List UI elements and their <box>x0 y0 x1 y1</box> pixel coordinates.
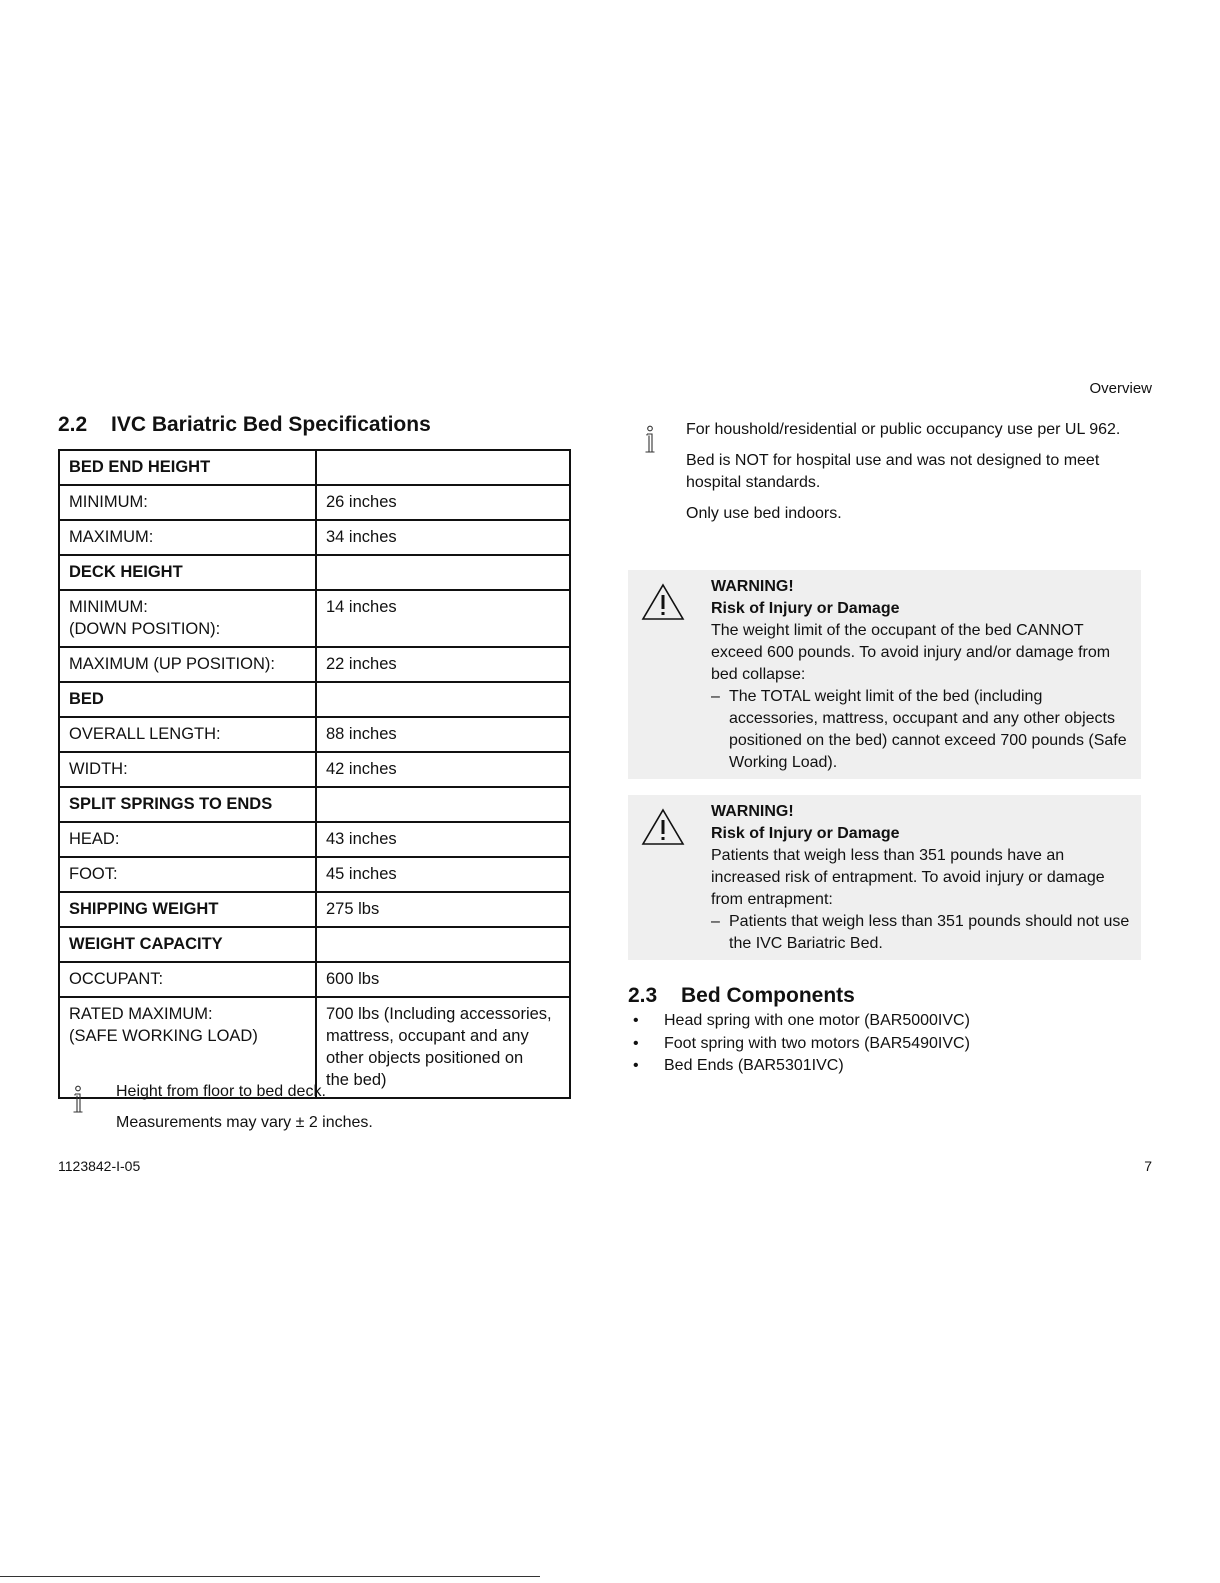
table-row <box>59 717 570 752</box>
warning-dash-item <box>711 911 1131 955</box>
section-number: 2.2 <box>58 413 88 436</box>
spec-value-cell: 600 lbs <box>316 962 570 997</box>
warning-title: WARNING! <box>711 578 794 595</box>
table-row <box>59 520 570 555</box>
spec-value-cell: 275 lbs <box>316 892 570 927</box>
table-row <box>59 927 570 962</box>
dash-marker: – <box>711 913 720 930</box>
list-item-text: Head spring with one motor (BAR5000IVC) <box>664 1012 970 1029</box>
spec-value-cell: 26 inches <box>316 485 570 520</box>
bullet: • <box>633 1012 639 1029</box>
info-note: For houshold/residential or public occupancy use per UL 962. <box>686 421 1121 438</box>
spec-label-cell: MINIMUM: (DOWN POSITION): <box>59 590 316 647</box>
warning-body: Patients that weigh less than 351 pounds have an increased risk of entrapment. To avoid injury or damage from entrapment: <box>711 847 1105 908</box>
spec-value-cell: 22 inches <box>316 647 570 682</box>
spec-label-cell: OCCUPANT: <box>59 962 316 997</box>
table-row <box>59 555 570 590</box>
spec-value-cell: 88 inches <box>316 717 570 752</box>
table-row <box>59 590 570 647</box>
spec-label-cell: SHIPPING WEIGHT <box>59 892 316 927</box>
spec-label-cell: BED <box>59 682 316 717</box>
table-row <box>59 647 570 682</box>
table-row <box>59 450 570 485</box>
list-item <box>628 1055 970 1078</box>
spec-note: Height from floor to bed deck. <box>116 1083 326 1100</box>
spec-label-cell: RATED MAXIMUM: (SAFE WORKING LOAD) <box>59 997 316 1098</box>
spec-label-cell: MAXIMUM (UP POSITION): <box>59 647 316 682</box>
warning-body: The weight limit of the occupant of the bed CANNOT exceed 600 pounds. To avoid injury and/or damage from bed collapse: <box>711 622 1111 683</box>
warning-dash-item <box>711 686 1131 774</box>
document-number: 1123842-I-05 <box>58 1158 141 1174</box>
info-note: Bed is NOT for hospital use and was not designed to meet hospital standards. <box>686 452 1100 491</box>
spec-value-cell: 34 inches <box>316 520 570 555</box>
list-item <box>628 1010 970 1033</box>
warning-dash-text: The TOTAL weight limit of the bed (including accessories, mattress, occupant and any other objects positioned on the bed) cannot exceed 700 pounds (Safe Working Load). <box>729 688 1127 771</box>
table-row <box>59 962 570 997</box>
warning-title: WARNING! <box>711 803 794 820</box>
warning-box <box>628 795 1141 960</box>
spec-value-cell <box>316 450 570 485</box>
list-item <box>628 1033 970 1056</box>
warning-box <box>628 570 1141 779</box>
spec-value-cell <box>316 682 570 717</box>
bottom-divider <box>0 1576 540 1577</box>
warning-dash-text: Patients that weigh less than 351 pounds should not use the IVC Bariatric Bed. <box>729 913 1130 952</box>
spec-label-cell: MAXIMUM: <box>59 520 316 555</box>
warning-subtitle: Risk of Injury or Damage <box>711 600 900 617</box>
spec-label-cell: BED END HEIGHT <box>59 450 316 485</box>
spec-note: Measurements may vary ± 2 inches. <box>116 1114 373 1131</box>
spec-label-cell: DECK HEIGHT <box>59 555 316 590</box>
spec-value-cell: 700 lbs (Including accessories, mattress, occupant and any other objects positioned on the bed) <box>316 997 570 1098</box>
info-icon <box>70 1085 86 1120</box>
spec-value-cell <box>316 787 570 822</box>
components-list <box>628 1010 970 1078</box>
list-item-text: Foot spring with two motors (BAR5490IVC) <box>664 1034 970 1052</box>
spec-label-cell: MINIMUM: <box>59 485 316 520</box>
spec-notes <box>116 1081 556 1143</box>
info-notes <box>686 419 1136 534</box>
spec-label-cell: WIDTH: <box>59 752 316 787</box>
running-header: Overview <box>1089 380 1152 397</box>
table-row <box>59 752 570 787</box>
spec-label-cell: SPLIT SPRINGS TO ENDS <box>59 787 316 822</box>
list-item-text: Bed Ends (BAR5301IVC) <box>664 1057 844 1074</box>
spec-value-cell <box>316 927 570 962</box>
spec-table <box>58 449 571 1099</box>
spec-value-cell: 14 inches <box>316 590 570 647</box>
spec-label-cell: WEIGHT CAPACITY <box>59 927 316 962</box>
section-title: Bed Components <box>681 984 855 1007</box>
warning-subtitle: Risk of Injury or Damage <box>711 825 900 842</box>
page-number: 7 <box>1144 1158 1152 1174</box>
warning-triangle-icon <box>641 807 685 847</box>
section-title: IVC Bariatric Bed Specifications <box>111 413 431 436</box>
info-icon <box>642 425 658 460</box>
spec-section-heading <box>58 413 431 437</box>
table-row <box>59 682 570 717</box>
info-note: Only use bed indoors. <box>686 505 842 522</box>
spec-value-cell: 43 inches <box>316 822 570 857</box>
spec-value-cell: 45 inches <box>316 857 570 892</box>
spec-label-cell: OVERALL LENGTH: <box>59 717 316 752</box>
spec-label-cell: HEAD: <box>59 822 316 857</box>
bullet: • <box>633 1057 639 1074</box>
components-section-heading <box>628 984 855 1008</box>
table-row <box>59 787 570 822</box>
spec-value-cell <box>316 555 570 590</box>
dash-marker: – <box>711 688 720 705</box>
table-row <box>59 892 570 927</box>
section-number: 2.3 <box>628 984 658 1007</box>
bullet: • <box>633 1034 639 1052</box>
spec-value-cell: 42 inches <box>316 752 570 787</box>
warning-triangle-icon <box>641 582 685 622</box>
table-row <box>59 857 570 892</box>
table-row <box>59 822 570 857</box>
table-row <box>59 485 570 520</box>
spec-label-cell: FOOT: <box>59 857 316 892</box>
